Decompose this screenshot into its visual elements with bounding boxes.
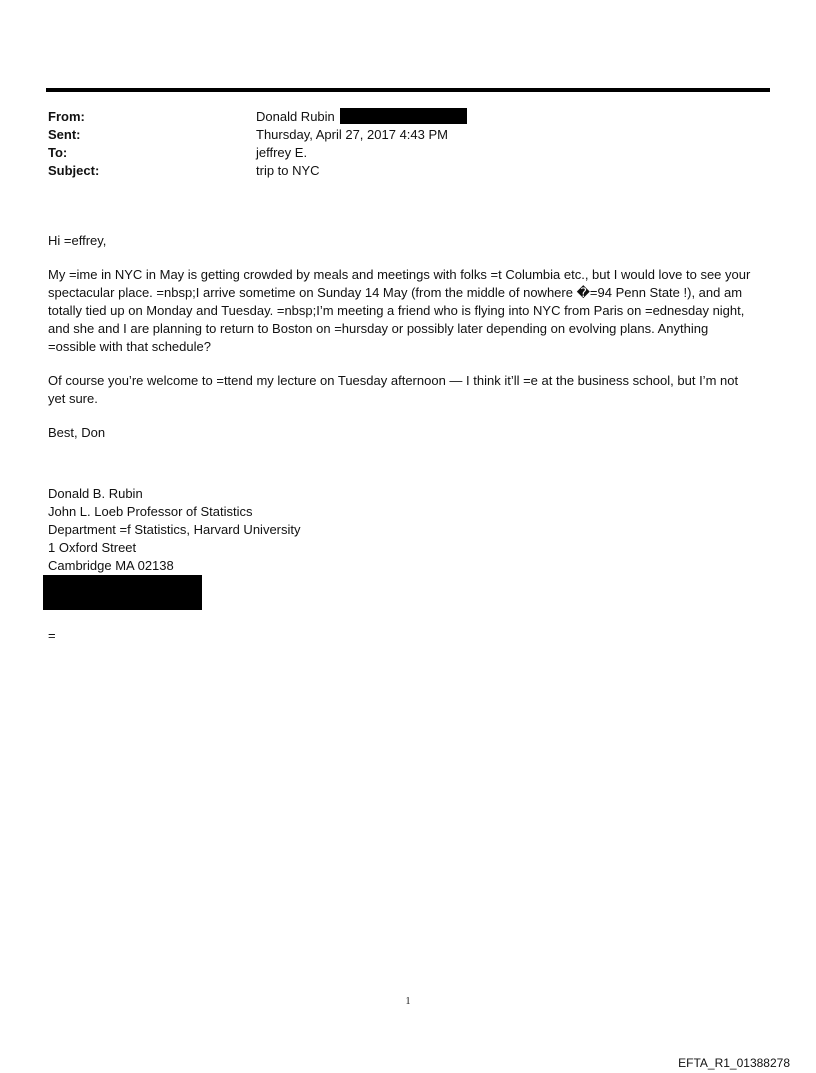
page-number: 1: [405, 996, 411, 1007]
email-header-values: [256, 108, 467, 180]
document-id: EFTA_R1_01388278: [678, 1056, 790, 1070]
body-paragraph-1: My =ime in NYC in May is getting crowded by meals and meetings with folks =t Columbia etc., but I would love to see your spectacular place. =nbsp;I arrive sometime on Sunday 14 May (from the middle of nowhere �=94 Penn State !), and am totally tied up on Monday and Tuesday. =nbsp;I’m meeting a friend who is flying into NYC from Paris on =ednesday night, and she and I are planning to return to Boston on =hursday or possibly later depending on evolving plans. Anything =ossible with that schedule?: [48, 267, 751, 354]
signature-department: Department =f Statistics, Harvard University: [48, 522, 301, 537]
redaction-block: [43, 575, 202, 610]
body-paragraph-2: Of course you’re welcome to =ttend my lecture on Tuesday afternoon — I think it’ll =e at the business school, but I’m not yet sure.: [48, 373, 739, 406]
signature-city: Cambridge MA 02138: [48, 558, 174, 573]
email-body: [48, 232, 758, 458]
sent-value: Thursday, April 27, 2017 4:43 PM: [256, 127, 448, 142]
header-rule: [46, 88, 770, 92]
closing: Best, Don: [48, 425, 106, 440]
signature-street: 1 Oxford Street: [48, 540, 137, 555]
greeting: Hi =effrey,: [48, 233, 107, 248]
email-header-labels: [48, 108, 99, 180]
to-label: To:: [48, 145, 68, 160]
trailing-equals: =: [48, 628, 56, 643]
from-value: Donald Rubin: [256, 109, 335, 124]
sent-label: Sent:: [48, 127, 81, 142]
subject-value: trip to NYC: [256, 163, 320, 178]
from-row: [256, 108, 467, 126]
redaction-bar: [340, 108, 467, 124]
to-value: jeffrey E.: [256, 145, 308, 160]
signature-name: Donald B. Rubin: [48, 486, 143, 501]
from-label: From:: [48, 109, 85, 124]
subject-label: Subject:: [48, 163, 100, 178]
signature-block: [48, 485, 301, 575]
signature-title: John L. Loeb Professor of Statistics: [48, 504, 253, 519]
